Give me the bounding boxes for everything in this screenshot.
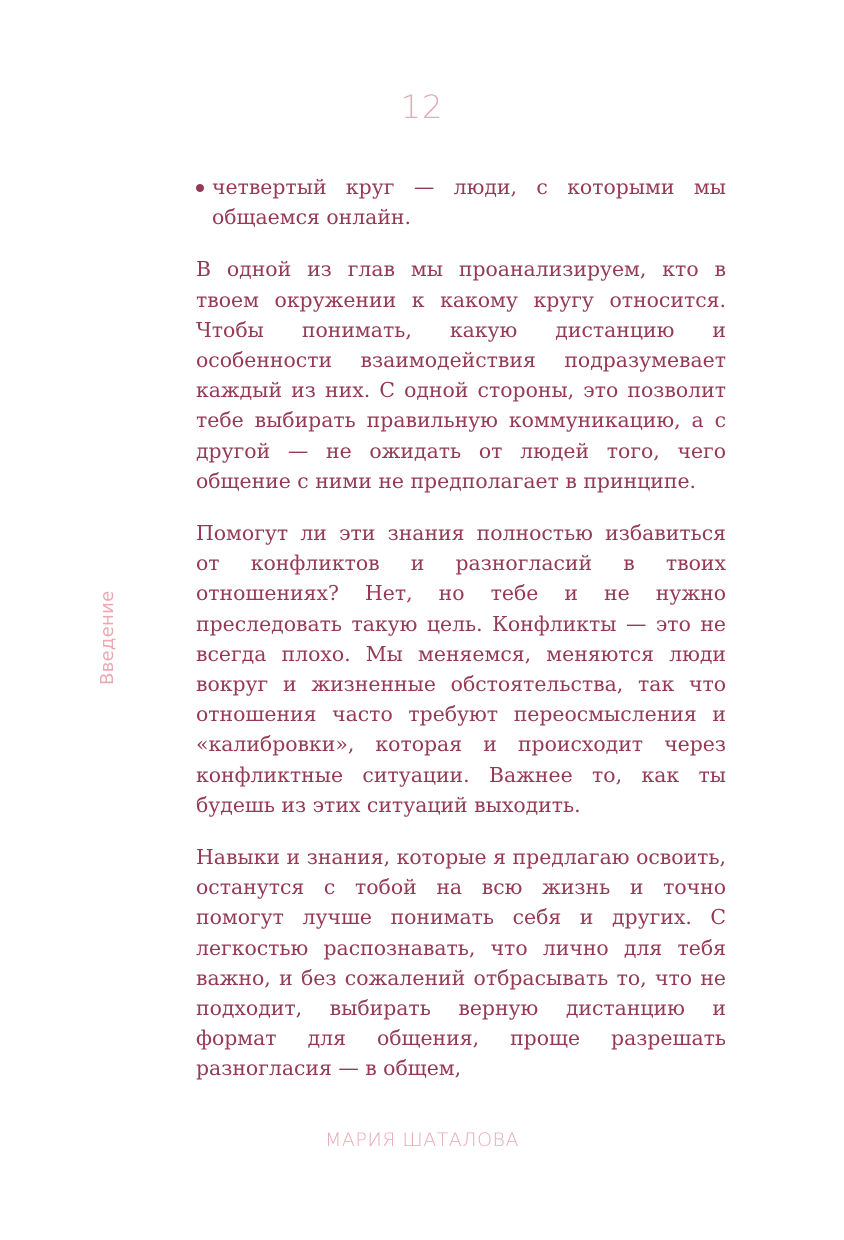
- bullet-item: [196, 172, 726, 232]
- paragraph-circles: В одной из глав мы проанализируем, кто в твоем окружении к какому кругу относится. Чтобы понимать, какую дистанцию и особенности взаимодействия подразумевает каждый из них. С одной стороны, это позволит тебе выбирать правильную коммуникацию, а с другой — не ожидать от людей того, чего общение с ними не предполагает в принципе.: [196, 257, 726, 493]
- bullet-text: четвертый круг — люди, с которыми мы общаемся онлайн.: [212, 175, 726, 230]
- paragraph-skills: Навыки и знания, которые я предлагаю освоить, останутся с тобой на всю жизнь и точно помогут лучше понимать себя и других. С легкостью распознавать, что лично для тебя важно, и без сожалений отбрасывать то, что не подходит, выбирать верную дистанцию и формат для общения, проще разрешать разногласия — в общем,: [196, 845, 726, 1081]
- bullet-list: [196, 172, 726, 232]
- chapter-side-label: Введение: [97, 590, 118, 685]
- author-name: МАРИЯ ШАТАЛОВА: [324, 1129, 519, 1151]
- body-text: [196, 172, 726, 1084]
- page-number: 12: [400, 88, 444, 126]
- bullet-dot-icon: [196, 184, 204, 192]
- paragraph-conflicts: Помогут ли эти знания полностью избавиться от конфликтов и разногласий в твоих отношениях? Нет, но тебе и не нужно преследовать такую цель. Конфликты — это не всегда плохо. Мы меняемся, меняются люди вокруг и жизненные обстоятельства, так что отношения часто требуют переосмысления и «калибровки», которая и происходит через конфликтные ситуации. Важнее то, как ты будешь из этих ситуаций выходить.: [196, 521, 726, 817]
